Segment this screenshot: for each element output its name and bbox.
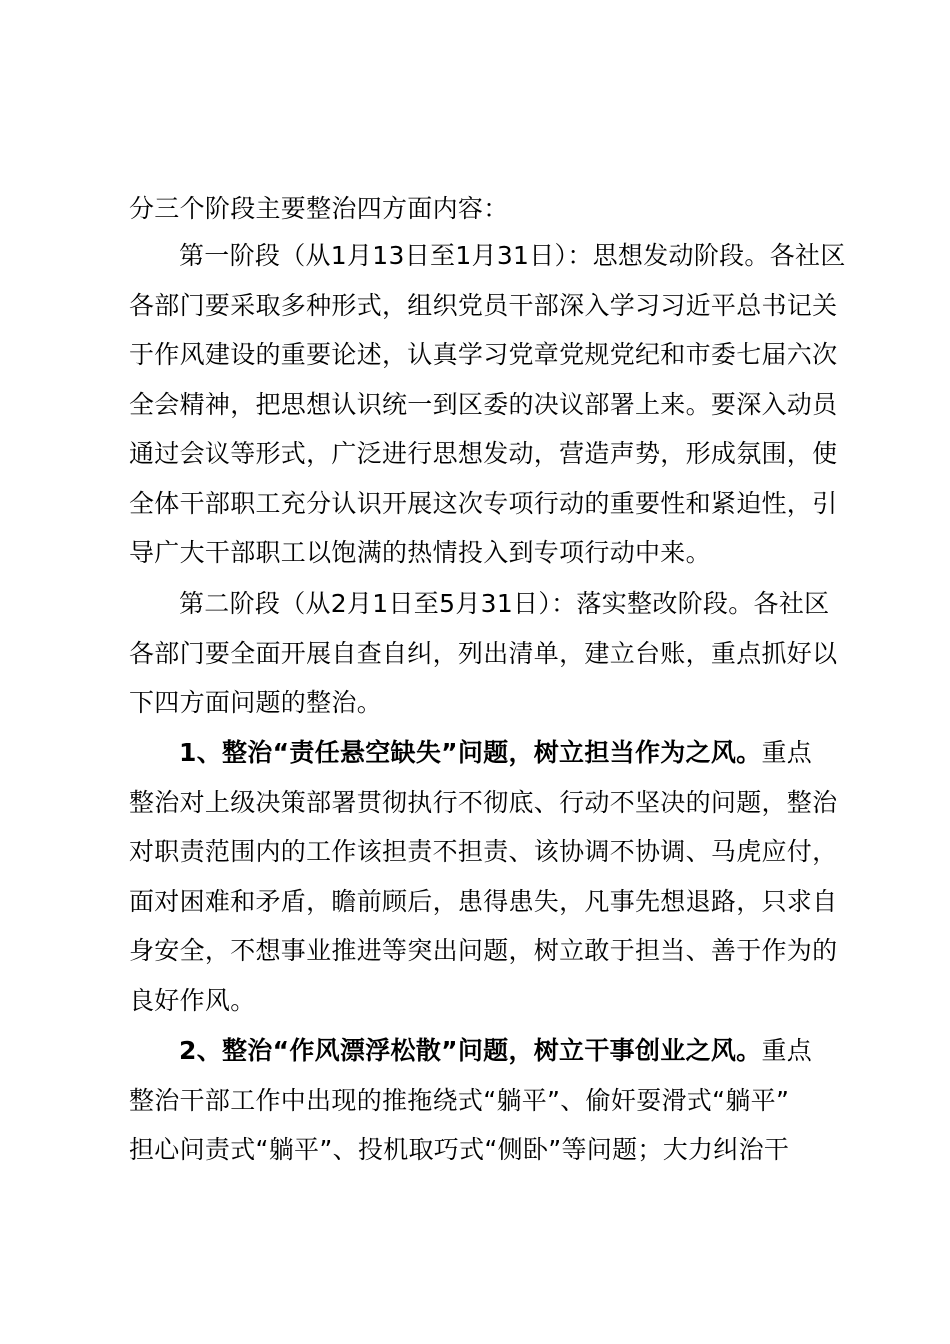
- text-segment: 重点: [761, 738, 813, 767]
- text-line-7: [129, 488, 849, 520]
- text-segment: 第二阶段（从2月1日至5月31日）：落实整改阶段。各社区: [179, 589, 830, 618]
- text-line-4: [129, 339, 849, 371]
- text-line-20: [129, 1134, 849, 1166]
- text-line-1: [129, 193, 849, 225]
- text-segment: 于作风建设的重要论述，认真学习党章党规党纪和市委七届六次: [129, 340, 838, 369]
- section-heading-1: 1、整治“责任悬空缺失”问题，树立担当作为之风。: [179, 738, 762, 767]
- text-line-2: [179, 240, 849, 272]
- text-line-13: [129, 787, 849, 819]
- text-segment: 第一阶段（从1月13日至1月31日）：思想发动阶段。各社区: [179, 241, 846, 270]
- text-line-14: [129, 836, 849, 868]
- text-segment: 下四方面问题的整治。: [129, 688, 383, 717]
- text-segment: 身安全，不想事业推进等突出问题，树立敢于担当、善于作为的: [129, 936, 838, 965]
- text-line-18: [179, 1035, 849, 1067]
- text-line-19: [129, 1085, 849, 1117]
- text-line-5: [129, 389, 849, 421]
- text-line-11: [129, 687, 849, 719]
- text-line-12: [179, 737, 849, 769]
- text-segment: 良好作风。: [129, 986, 256, 1015]
- text-segment: 整治干部工作中出现的推拖绕式“躺平”、偷奸耍滑式“躺平”: [129, 1086, 790, 1115]
- text-line-15: [129, 886, 849, 918]
- text-line-6: [129, 438, 849, 470]
- text-line-10: [129, 638, 849, 670]
- text-segment: 各部门要采取多种形式，组织党员干部深入学习习近平总书记关: [129, 291, 838, 320]
- text-segment: 分三个阶段主要整治四方面内容：: [129, 194, 509, 223]
- text-line-16: [129, 935, 849, 967]
- text-segment: 全会精神，把思想认识统一到区委的决议部署上来。要深入动员: [129, 390, 838, 419]
- text-segment: 整治对上级决策部署贯彻执行不彻底、行动不坚决的问题，整治: [129, 788, 838, 817]
- text-segment: 担心问责式“躺平”、投机取巧式“侧卧”等问题；大力纠治干: [129, 1135, 790, 1164]
- text-line-9: [179, 588, 849, 620]
- text-segment: 通过会议等形式，广泛进行思想发动，营造声势，形成氛围，使: [129, 439, 838, 468]
- text-line-8: [129, 537, 849, 569]
- text-segment: 导广大干部职工以饱满的热情投入到专项行动中来。: [129, 538, 711, 567]
- text-segment: 重点: [761, 1036, 813, 1065]
- text-line-3: [129, 290, 849, 322]
- section-heading-2: 2、整治“作风漂浮松散”问题，树立干事创业之风。: [179, 1036, 762, 1065]
- text-segment: 各部门要全面开展自查自纠，列出清单，建立台账，重点抓好以: [129, 639, 838, 668]
- text-segment: 全体干部职工充分认识开展这次专项行动的重要性和紧迫性，引: [129, 489, 838, 518]
- text-segment: 对职责范围内的工作该担责不担责、该协调不协调、马虎应付，: [129, 837, 838, 866]
- text-segment: 面对困难和矛盾，瞻前顾后，患得患失，凡事先想退路，只求自: [129, 887, 838, 916]
- text-line-17: [129, 985, 849, 1017]
